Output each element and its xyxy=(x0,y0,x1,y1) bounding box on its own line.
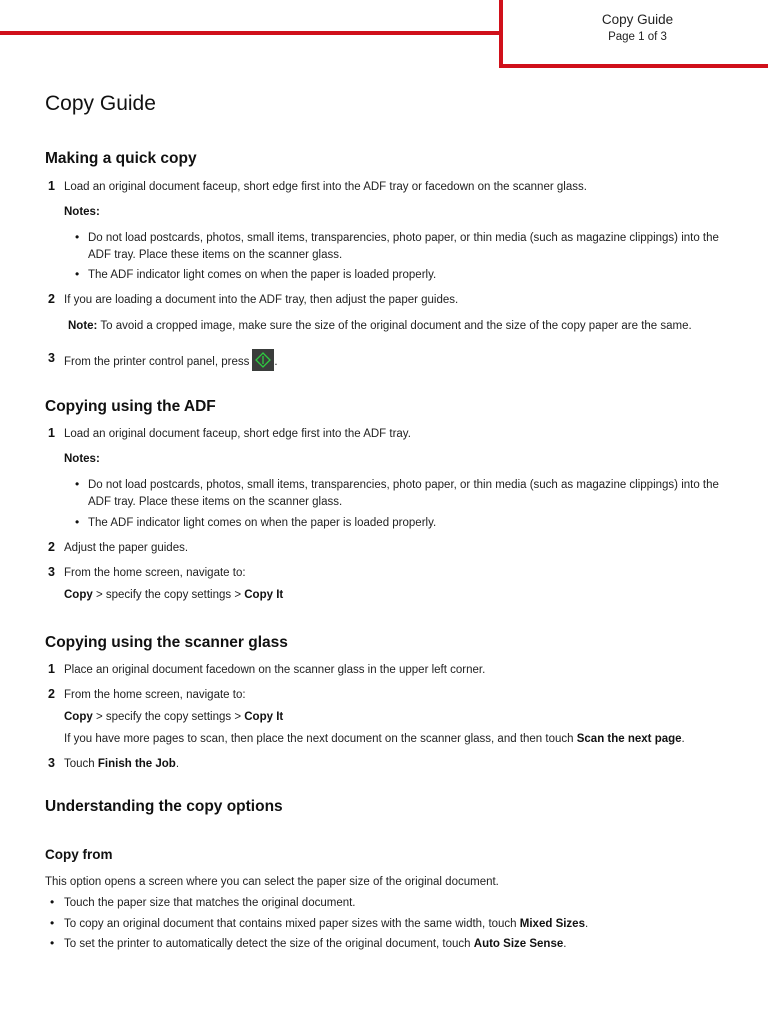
step-number: 2 xyxy=(48,292,55,306)
step-text: Load an original document faceup, short edge first into the ADF tray or facedown on the scanner glass. xyxy=(64,181,587,193)
bullet: • xyxy=(50,916,55,930)
header-title: Copy Guide xyxy=(601,12,674,27)
path-middle: > specify the copy settings > xyxy=(92,589,245,601)
bullet: • xyxy=(75,267,80,281)
section-heading-adf: Copying using the ADF xyxy=(45,398,216,415)
step-text: From the home screen, navigate to: xyxy=(64,567,246,579)
note-paragraph xyxy=(68,318,692,335)
path-middle: > specify the copy settings > xyxy=(92,711,245,723)
path-copy-it: Copy It xyxy=(244,589,284,601)
option-text-end: . xyxy=(563,938,567,950)
header-page-number: Page 1 of 3 xyxy=(608,31,667,43)
step-text: Load an original document faceup, short edge first into the ADF tray. xyxy=(64,428,411,440)
finish-the-job-label: Finish the Job xyxy=(97,758,176,770)
start-copy-icon xyxy=(252,349,274,371)
option-text: To set the printer to automatically detect the size of the original document, touch xyxy=(64,938,474,950)
step-text: From the printer control panel, press xyxy=(64,356,250,369)
mixed-sizes-label: Mixed Sizes xyxy=(519,918,585,930)
option-text-end: . xyxy=(584,918,589,930)
option-paragraph xyxy=(64,916,588,933)
bullet: • xyxy=(50,936,55,950)
bullet: • xyxy=(75,230,80,244)
more-pages-end: . xyxy=(681,733,685,745)
step-number: 3 xyxy=(48,565,55,579)
step-paragraph xyxy=(64,756,179,773)
step-text-end: . xyxy=(274,356,278,369)
notes-label: Notes: xyxy=(64,453,100,465)
path-copy: Copy xyxy=(64,589,93,601)
header-red-rule xyxy=(0,31,503,35)
intro-text: This option opens a screen where you can select the paper size of the original document. xyxy=(45,876,499,888)
note-text: Do not load postcards, photos, small items, transparencies, photo paper, or thin media (such as magazine clippings) into the ADF tray. Place these items on the scanner glass. xyxy=(88,479,719,508)
bullet: • xyxy=(75,477,80,491)
subheading-copy-from: Copy from xyxy=(45,847,113,862)
note-label: Note: xyxy=(68,320,98,332)
step-paragraph xyxy=(64,351,278,373)
option-paragraph xyxy=(64,936,566,953)
navigation-path xyxy=(64,587,283,604)
more-pages-text: If you have more pages to scan, then place the next document on the scanner glass, and then touch xyxy=(64,733,577,745)
step-text: Adjust the paper guides. xyxy=(64,542,189,554)
path-copy: Copy xyxy=(64,711,93,723)
step-text: Touch xyxy=(64,758,98,770)
bullet: • xyxy=(75,515,80,529)
step-number: 3 xyxy=(48,756,55,770)
note-text: To avoid a cropped image, make sure the size of the original document and the size of the copy paper are the same. xyxy=(100,320,692,332)
notes-label: Notes: xyxy=(64,206,100,218)
navigation-path xyxy=(64,709,283,726)
path-copy-it: Copy It xyxy=(244,711,284,723)
page-header-box xyxy=(499,0,768,68)
more-pages-paragraph xyxy=(64,731,685,748)
scan-next-page-label: Scan the next page xyxy=(576,733,682,745)
note-text: Do not load postcards, photos, small items, transparencies, photo paper, or thin media (such as magazine clippings) into the ADF tray. Place these items on the scanner glass. xyxy=(88,232,719,261)
section-heading-copy-options: Understanding the copy options xyxy=(45,798,283,815)
step-number: 2 xyxy=(48,540,55,554)
auto-size-sense-label: Auto Size Sense xyxy=(473,938,564,950)
note-text: The ADF indicator light comes on when the paper is loaded properly. xyxy=(88,517,437,529)
step-number: 2 xyxy=(48,687,55,701)
section-heading-scanner-glass: Copying using the scanner glass xyxy=(45,634,288,651)
bullet: • xyxy=(50,895,55,909)
step-number: 3 xyxy=(48,351,55,365)
step-text: If you are loading a document into the ADF tray, then adjust the paper guides. xyxy=(64,294,459,306)
step-text-end: . xyxy=(175,758,180,770)
document-title: Copy Guide xyxy=(45,92,156,115)
section-heading-quick-copy: Making a quick copy xyxy=(45,150,197,167)
step-number: 1 xyxy=(48,426,55,440)
option-text: To copy an original document that contains mixed paper sizes with the same width, touch xyxy=(64,918,520,930)
option-text: Touch the paper size that matches the original document. xyxy=(64,897,356,909)
step-number: 1 xyxy=(48,179,55,193)
note-text: The ADF indicator light comes on when the paper is loaded properly. xyxy=(88,269,437,281)
step-text: From the home screen, navigate to: xyxy=(64,689,246,701)
step-number: 1 xyxy=(48,662,55,676)
step-text: Place an original document facedown on the scanner glass in the upper left corner. xyxy=(64,664,486,676)
